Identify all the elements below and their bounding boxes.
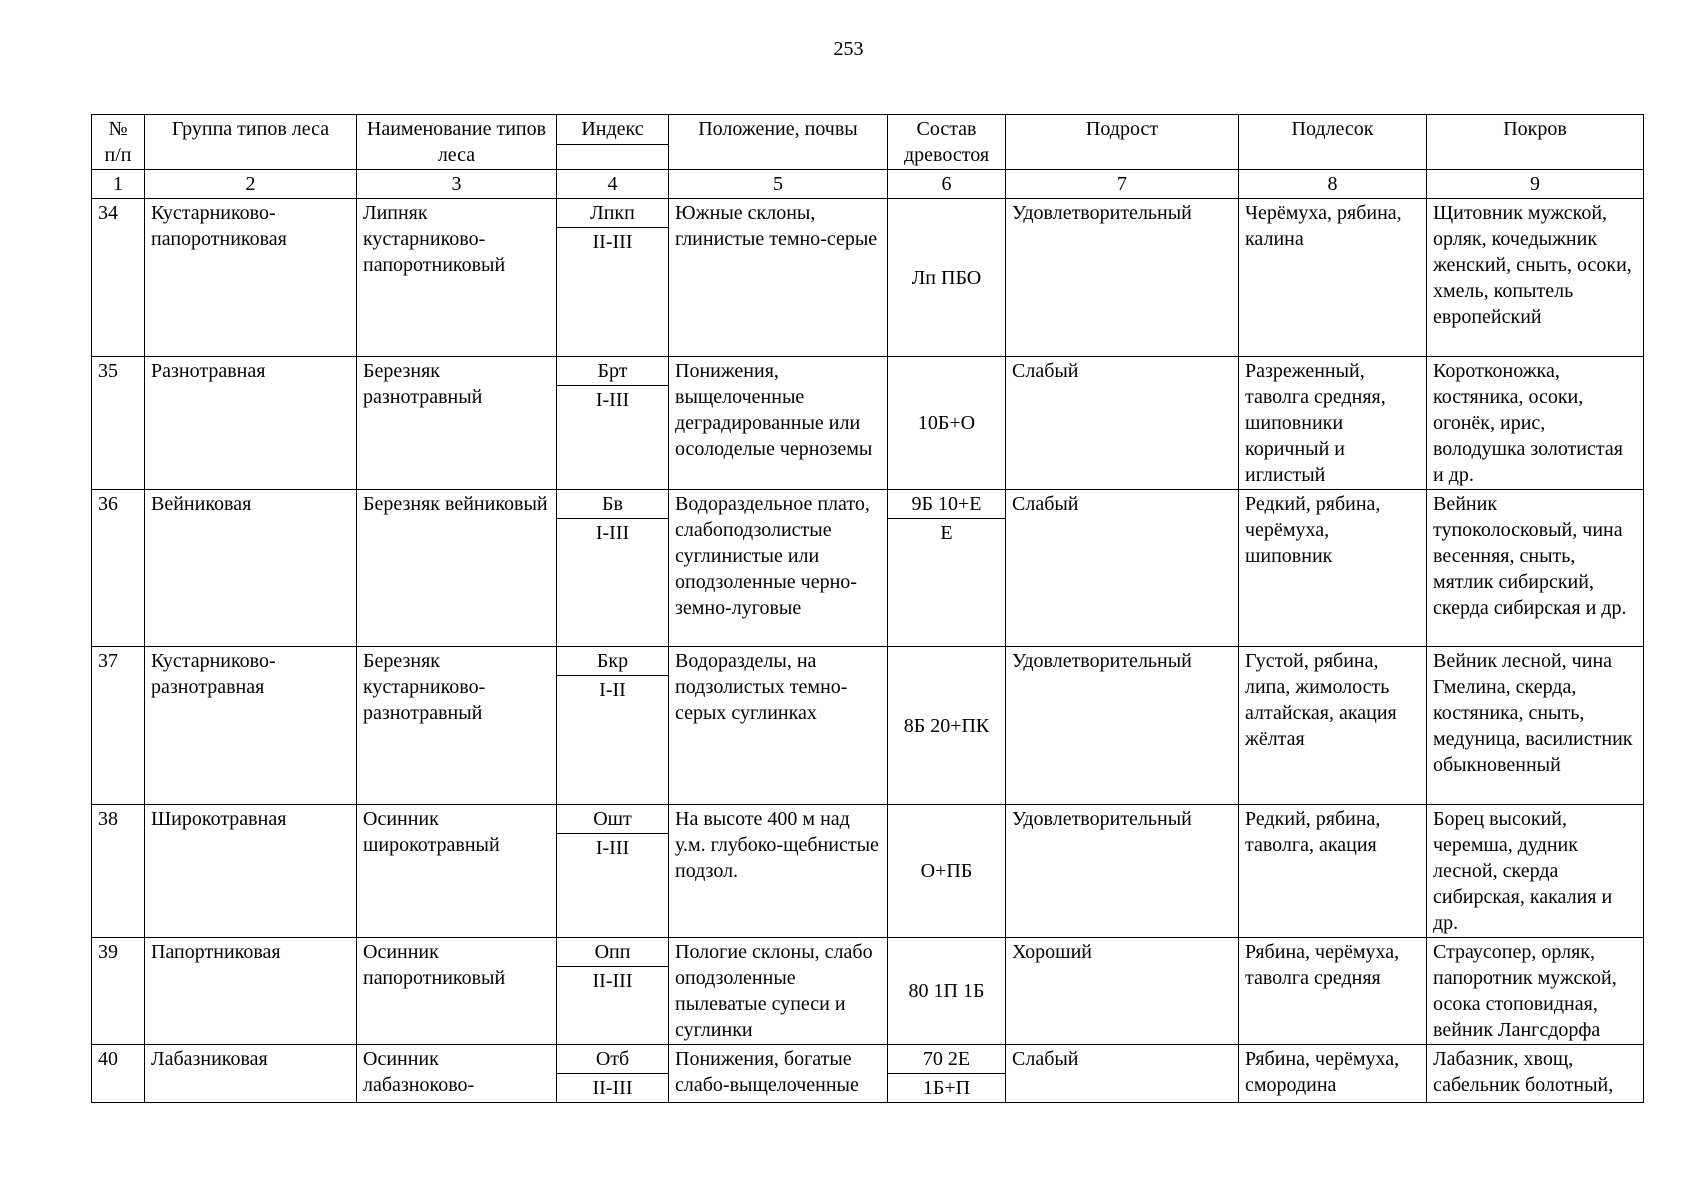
cell-undergrowth: Слабый <box>1006 490 1239 647</box>
cell-undergrowth: Удовлетворительный <box>1006 647 1239 805</box>
table-row <box>92 647 1644 676</box>
cell-position: Пологие склоны, слабо оподзоленные пылеватые супеси и суглинки <box>669 938 888 1045</box>
cell-no: 34 <box>92 199 145 357</box>
cell-group: Лабазниковая <box>145 1045 357 1103</box>
cell-index: Опп <box>557 938 669 967</box>
cell-composition-secondary: 1Б+П <box>888 1074 1006 1103</box>
cell-composition: О+ПБ <box>888 805 1006 938</box>
cell-name: Осинник широкотравный <box>357 805 557 938</box>
cell-name: Березняк кустарниково-разнотравный <box>357 647 557 805</box>
cell-no: 37 <box>92 647 145 805</box>
cell-position: На высоте 400 м над у.м. глубоко-щебнистые подзол. <box>669 805 888 938</box>
table-row <box>92 1045 1644 1074</box>
column-number: 2 <box>145 170 357 199</box>
cell-group: Кустарниково-папоротниковая <box>145 199 357 357</box>
cell-bonitet: II-III <box>557 1074 669 1103</box>
cell-underbrush: Черёмуха, рябина, калина <box>1239 199 1427 357</box>
cell-underbrush: Разреженный, таволга средняя, шиповники коричный и иглистый <box>1239 357 1427 490</box>
cell-index: Лпкп <box>557 199 669 228</box>
forest-types-table <box>91 114 1644 1103</box>
header-composition: Состав древостоя <box>888 115 1006 170</box>
cell-index: Ошт <box>557 805 669 834</box>
cell-bonitet: I-III <box>557 519 669 647</box>
cell-composition: 9Б 10+Е <box>888 490 1006 519</box>
cell-index: Бкр <box>557 647 669 676</box>
cell-undergrowth: Удовлетворительный <box>1006 199 1239 357</box>
cell-index: Отб <box>557 1045 669 1074</box>
column-number: 9 <box>1427 170 1644 199</box>
cell-cover: Вейник лесной, чина Гмелина, скерда, костяника, сныть, медуница, василистник обыкновенный <box>1427 647 1644 805</box>
cell-name: Осинник папоротниковый <box>357 938 557 1045</box>
cell-underbrush: Рябина, черёмуха, смородина <box>1239 1045 1427 1103</box>
cell-underbrush: Редкий, рябина, черёмуха, шиповник <box>1239 490 1427 647</box>
table-header-row <box>92 115 1644 145</box>
cell-cover: Вейник тупоколосковый, чина весенняя, сныть, мятлик сибирский, скерда сибирская и др. <box>1427 490 1644 647</box>
cell-bonitet: I-II <box>557 676 669 805</box>
header-group: Группа типов леса <box>145 115 357 170</box>
cell-cover: Щитовник мужской, орляк, кочедыжник женский, сныть, осоки, хмель, копытель европейский <box>1427 199 1644 357</box>
cell-no: 36 <box>92 490 145 647</box>
cell-group: Разнотравная <box>145 357 357 490</box>
cell-name: Осинник лабазноково- <box>357 1045 557 1103</box>
column-number: 6 <box>888 170 1006 199</box>
cell-composition: 70 2Е <box>888 1045 1006 1074</box>
cell-composition: Лп ПБО <box>888 199 1006 357</box>
cell-index: Бв <box>557 490 669 519</box>
cell-cover: Борец высокий, черемша, дудник лесной, скерда сибирская, какалия и др. <box>1427 805 1644 938</box>
cell-bonitet: I-III <box>557 834 669 938</box>
table-row <box>92 357 1644 386</box>
cell-undergrowth: Хороший <box>1006 938 1239 1045</box>
cell-position: Понижения, выщелоченные деградированные или осолоделые черноземы <box>669 357 888 490</box>
header-undergrowth: Подрост <box>1006 115 1239 170</box>
page-number: 253 <box>833 38 864 60</box>
cell-no: 40 <box>92 1045 145 1103</box>
cell-position: Водоразделы, на подзолистых темно-серых суглинках <box>669 647 888 805</box>
header-index: Индекс <box>557 115 669 145</box>
table-row <box>92 490 1644 519</box>
header-bonitet <box>557 144 669 169</box>
cell-cover: Лабазник, хвощ, сабельник болотный, <box>1427 1045 1644 1103</box>
header-no: № п/п <box>92 115 145 170</box>
cell-composition: 10Б+О <box>888 357 1006 490</box>
column-numbers-row <box>92 170 1644 199</box>
cell-composition: 8Б 20+ПК <box>888 647 1006 805</box>
cell-group: Вейниковая <box>145 490 357 647</box>
header-underbrush: Подлесок <box>1239 115 1427 170</box>
column-number: 1 <box>92 170 145 199</box>
cell-bonitet: I-III <box>557 386 669 490</box>
cell-group: Папортниковая <box>145 938 357 1045</box>
cell-undergrowth: Слабый <box>1006 1045 1239 1103</box>
cell-group: Кустарниково-разнотравная <box>145 647 357 805</box>
cell-bonitet: II-III <box>557 967 669 1045</box>
cell-group: Широкотравная <box>145 805 357 938</box>
cell-no: 39 <box>92 938 145 1045</box>
table-row <box>92 199 1644 228</box>
cell-underbrush: Густой, рябина, липа, жимолость алтайская, акация жёлтая <box>1239 647 1427 805</box>
cell-cover: Коротконожка, костяника, осоки, огонёк, ирис, володушка золотистая и др. <box>1427 357 1644 490</box>
cell-no: 38 <box>92 805 145 938</box>
cell-bonitet: II-III <box>557 228 669 357</box>
column-number: 3 <box>357 170 557 199</box>
column-number: 8 <box>1239 170 1427 199</box>
cell-name: Березняк вейниковый <box>357 490 557 647</box>
cell-position: Водораздельное плато, слабоподзолистые суглинистые или оподзоленные черно-земно-луговые <box>669 490 888 647</box>
cell-position: Южные склоны, глинистые темно-серые <box>669 199 888 357</box>
table-row <box>92 938 1644 967</box>
cell-index: Брт <box>557 357 669 386</box>
column-number: 5 <box>669 170 888 199</box>
cell-underbrush: Рябина, черёмуха, таволга средняя <box>1239 938 1427 1045</box>
column-number: 7 <box>1006 170 1239 199</box>
header-position: Положение, почвы <box>669 115 888 170</box>
cell-no: 35 <box>92 357 145 490</box>
cell-name: Березняк разнотравный <box>357 357 557 490</box>
header-name: Наименование типов леса <box>357 115 557 170</box>
cell-name: Липняк кустарниково-папоротниковый <box>357 199 557 357</box>
cell-composition-secondary: Е <box>888 519 1006 647</box>
cell-composition: 80 1П 1Б <box>888 938 1006 1045</box>
cell-undergrowth: Слабый <box>1006 357 1239 490</box>
table-row <box>92 805 1644 834</box>
header-cover: Покров <box>1427 115 1644 170</box>
cell-position: Понижения, богатые слабо-выщелоченные <box>669 1045 888 1103</box>
cell-underbrush: Редкий, рябина, таволга, акация <box>1239 805 1427 938</box>
column-number: 4 <box>557 170 669 199</box>
cell-cover: Страусопер, орляк, папоротник мужской, осока стоповидная, вейник Лангсдорфа <box>1427 938 1644 1045</box>
cell-undergrowth: Удовлетворительный <box>1006 805 1239 938</box>
